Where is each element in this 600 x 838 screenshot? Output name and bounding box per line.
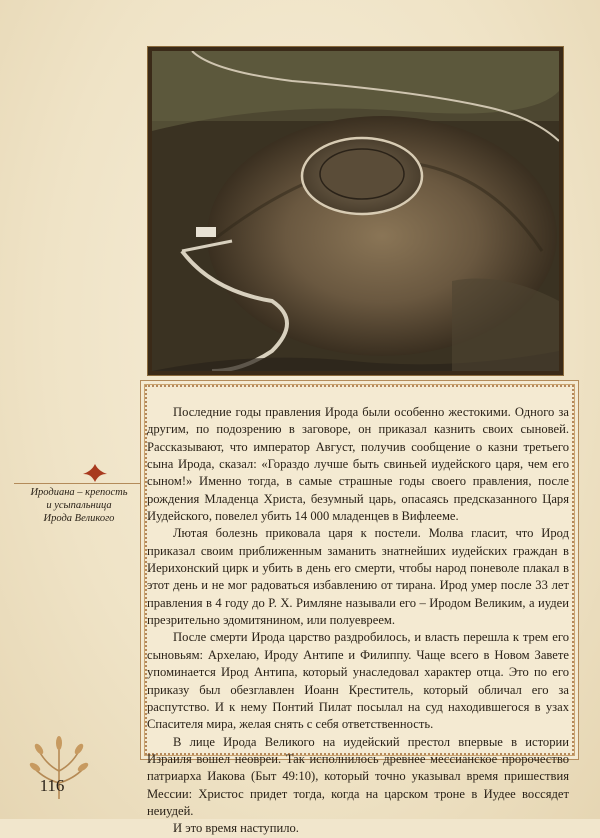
paragraph: В лице Ирода Великого на иудейский престол впервые в истории Израиля вошел неовреи. Так исполнилось древнее мессианское пророчество патриарха Иакова (Быт 49:10), который точно указывал время пришествия Мессии: Христос придет тогда, когда на царском троне в Иудее воссядет неиудей. — [147, 734, 569, 818]
paragraph: И это время наступило. — [173, 821, 299, 836]
caption-rule — [14, 483, 142, 484]
caption-line: Иродиана – крепость — [30, 487, 128, 498]
paragraph: Лютая болезнь приковала царя к постели. Молва гласит, что Ирод приказал своим приближенным заманить знатнейших иудейских граждан в Иерихонский цирк и убить в день его смерти, чтобы народ поневоле плакал в этот день и не мог радоваться избавлению от тирана. Ирод умер после 33 лет правления в 4 году до Р. Х. Римляне называли его – Иродом Великим, а иудеи презрительно эдомитянином, или полуевреем. — [147, 526, 569, 628]
photo-frame — [147, 46, 564, 376]
aerial-photo-image — [152, 51, 559, 371]
fleuron-icon — [80, 462, 110, 484]
caption-line: и усыпальница — [46, 500, 112, 511]
paragraph: После смерти Ирода царство раздробилось, и власть перешла к трем его сыновьям: Архелаю, Ироду Антипе и Филиппу. Чаще всего в Новом Завете упоминается Ирод Антипа, который унаследовал характер отца. Это по его приказу был обезглавлен Иоанн Креститель, который обличал его за распутство. И к нему Понтий Пилат посылал на суд находившегося в узах Спасителя мира, желая снять с себя ответственность. — [147, 630, 569, 732]
paragraph: Последние годы правления Ирода были особенно жестокими. Одного за другим, по подозрению в заговоре, он приказал казнить своих сыновей. Рассказывают, что император Август, получив сообщение о казни третьего сына Ирода, сказал: «Гораздо лучше быть свиньей иудейского царя, чем его сыном!» Именно тогда, в самые страшные годы своего правления, после рождения Младенца Христа, безумный царь, опасаясь предсказанного Царя Иудейского, повелел убить 14 000 младенцев в Вифлееме. — [147, 405, 569, 524]
page-number: 116 — [39, 776, 65, 795]
body-text — [147, 404, 569, 838]
aerial-photo — [152, 51, 559, 371]
photo-caption — [14, 486, 144, 525]
caption-line: Ирода Великого — [43, 513, 115, 524]
